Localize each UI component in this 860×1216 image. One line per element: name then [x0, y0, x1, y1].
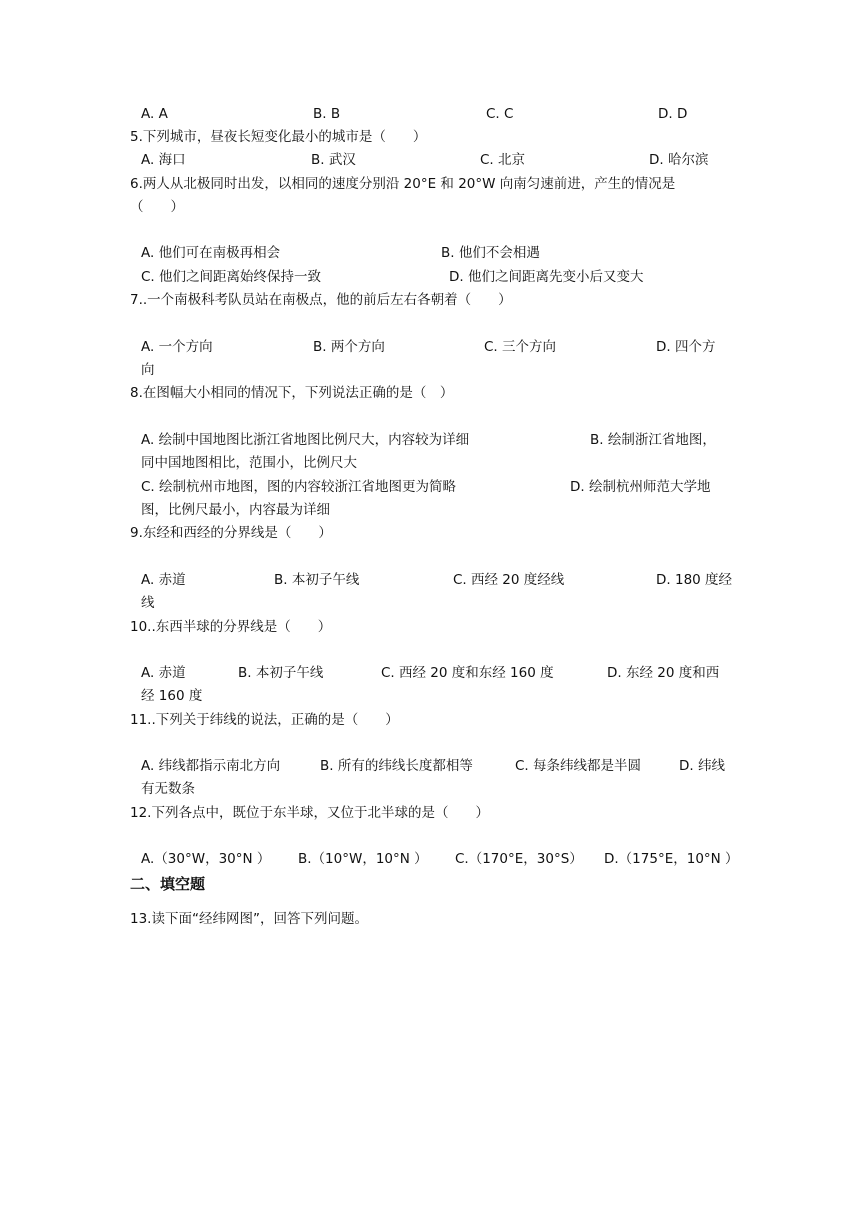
q8-option-d: D. 绘制杭州师范大学地: [570, 479, 711, 495]
q8-option-b-continued: 同中国地图相比，范围小，比例尺大: [141, 455, 357, 471]
q9-option-a: A. 赤道: [141, 572, 186, 588]
q8-option-a: A. 绘制中国地图比浙江省地图比例尺大，内容较为详细: [141, 432, 470, 448]
q10-option-d-continued: 经 160 度: [141, 688, 203, 704]
q12-stem: 12.下列各点中，既位于东半球，又位于北半球的是（ ）: [130, 805, 489, 821]
q9-option-b: B. 本初子午线: [274, 572, 360, 588]
q11-option-d: D. 纬线: [679, 758, 725, 774]
q10-option-b: B. 本初子午线: [238, 665, 324, 681]
q9-option-d-continued: 线: [141, 595, 155, 611]
q8-option-d-continued: 图，比例尺最小，内容最为详细: [141, 502, 330, 518]
q5-option-d: D. 哈尔滨: [649, 152, 709, 168]
q5-option-c: C. 北京: [480, 152, 526, 168]
q10-option-d: D. 东经 20 度和西: [607, 665, 720, 681]
q7-option-c: C. 三个方向: [484, 339, 557, 355]
q7-option-d-continued: 向: [141, 362, 155, 378]
q7-option-a: A. 一个方向: [141, 339, 213, 355]
q10-option-a: A. 赤道: [141, 665, 186, 681]
q6-option-b: B. 他们不会相遇: [441, 245, 540, 261]
q7-option-d: D. 四个方: [656, 339, 716, 355]
q10-stem: 10..东西半球的分界线是（ ）: [130, 619, 332, 635]
q12-option-b: B.（10°W，10°N ）: [298, 851, 428, 867]
q9-stem: 9.东经和西经的分界线是（ ）: [130, 525, 332, 541]
q11-stem: 11..下列关于纬线的说法，正确的是（ ）: [130, 712, 399, 728]
q8-option-b: B. 绘制浙江省地图，: [590, 432, 716, 448]
q6-option-c: C. 他们之间距离始终保持一致: [141, 269, 322, 285]
q12-option-c: C.（170°E，30°S）: [455, 851, 583, 867]
q9-option-c: C. 西经 20 度经线: [453, 572, 565, 588]
q5-stem: 5.下列城市，昼夜长短变化最小的城市是（ ）: [130, 129, 427, 145]
q6-stem: 6.两人从北极同时出发，以相同的速度分别沿 20°E 和 20°W 向南匀速前进，产生的情况是: [130, 176, 676, 192]
q12-option-a: A.（30°W，30°N ）: [141, 851, 271, 867]
q5-option-b: B. 武汉: [311, 152, 356, 168]
q11-option-b: B. 所有的纬线长度都相等: [320, 758, 473, 774]
q6-option-d: D. 他们之间距离先变小后又变大: [449, 269, 644, 285]
q8-stem: 8.在图幅大小相同的情况下，下列说法正确的是（ ）: [130, 385, 454, 401]
q12-option-d: D.（175°E，10°N ）: [604, 851, 739, 867]
q10-option-c: C. 西经 20 度和东经 160 度: [381, 665, 554, 681]
q11-option-d-continued: 有无数条: [141, 781, 195, 797]
q7-stem: 7..一个南极科考队员站在南极点，他的前后左右各朝着（ ）: [130, 292, 512, 308]
q4-option-b: B. B: [313, 106, 341, 122]
q13-stem: 13.读下面“经纬网图”，回答下列问题。: [130, 911, 368, 927]
q4-option-a: A. A: [141, 106, 168, 122]
q11-option-c: C. 每条纬线都是半圆: [515, 758, 642, 774]
q5-option-a: A. 海口: [141, 152, 186, 168]
q11-option-a: A. 纬线都指示南北方向: [141, 758, 281, 774]
q7-option-b: B. 两个方向: [313, 339, 385, 355]
q8-option-c: C. 绘制杭州市地图，图的内容较浙江省地图更为简略: [141, 479, 457, 495]
q6-option-a: A. 他们可在南极再相会: [141, 245, 281, 261]
section-heading-fill-in: 二、填空题: [130, 875, 206, 893]
q4-option-c: C. C: [486, 106, 514, 122]
q9-option-d: D. 180 度经: [656, 572, 733, 588]
q6-stem-continued: （ ）: [130, 199, 184, 215]
q4-option-d: D. D: [658, 106, 688, 122]
